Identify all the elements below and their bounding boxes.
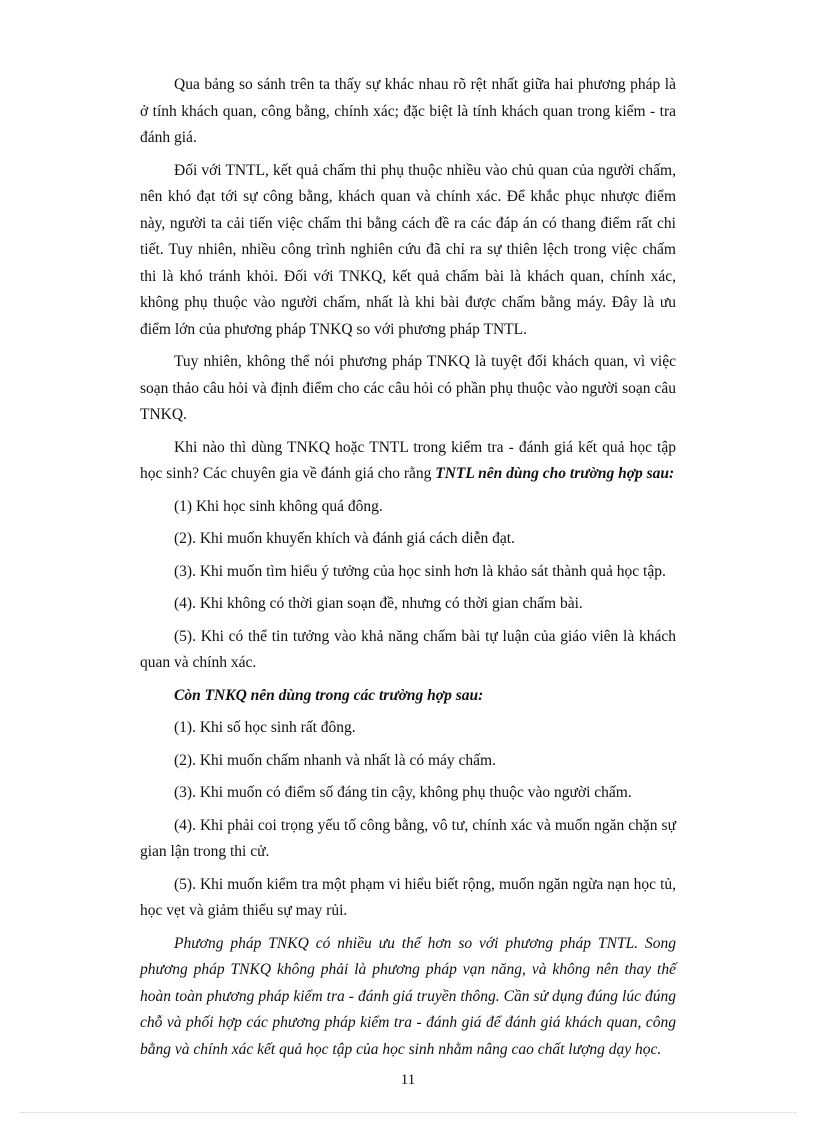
list-item: (4). Khi phải coi trọng yếu tố công bằng, vô tư, chính xác và muốn ngăn chặn sự gian lận trong thi cử. bbox=[140, 816, 676, 860]
paragraph-conclusion: Phương pháp TNKQ có nhiều ưu thế hơn so với phương pháp TNTL. Song phương pháp TNKQ không phải là phương pháp vạn năng, và không nên thay thế hoàn toàn phương pháp kiểm tra - đánh giá truyền thông. Cần sử dụng đúng lúc đúng chỗ và phối hợp các phương pháp kiểm tra - đánh giá để đánh giá khách quan, công bằng và chính xác kết quả học tập của học sinh nhằm nâng cao chất lượng dạy học. bbox=[140, 934, 676, 1058]
page-bottom-divider bbox=[20, 1112, 796, 1113]
list-item: (5). Khi muốn kiểm tra một phạm vi hiểu biết rộng, muốn ngăn ngừa nạn học tủ, học vẹt và giảm thiểu sự may rủi. bbox=[140, 875, 676, 919]
paragraph-when-to-use bbox=[140, 435, 676, 488]
paragraph-tntl-subjectivity: Đối với TNTL, kết quả chấm thi phụ thuộc nhiều vào chủ quan của người chấm, nên khó đạt tới sự công bằng, khách quan và chính xác. Để khắc phục nhược điểm này, người ta cải tiến việc chấm thi bằng cách đề ra các đáp án có thang điểm rất chi tiết. Tuy nhiên, nhiều công trình nghiên cứu đã chỉ ra sự thiên lệch trong việc chấm thi là khó tránh khỏi. Đối với TNKQ, kết quả chấm bài là khách quan, chính xác, không phụ thuộc vào người chấm, nhất là khi bài được chấm bằng máy. Đây là ưu điểm lớn của phương pháp TNKQ so với phương pháp TNTL. bbox=[140, 161, 676, 338]
list-item: (1) Khi học sinh không quá đông. bbox=[174, 497, 383, 515]
list-item: (1). Khi số học sinh rất đông. bbox=[174, 719, 356, 736]
list-item: (4). Khi không có thời gian soạn đề, nhưng có thời gian chấm bài. bbox=[174, 595, 583, 612]
page-number: 11 bbox=[400, 1072, 416, 1088]
tntl-heading: TNTL nên dùng cho trường hợp sau: bbox=[435, 465, 675, 482]
paragraph-when-to-use-text: Khi nào thì dùng TNKQ hoặc TNTL trong kiểm tra - đánh giá kết quả học tập học sinh? Các chuyên gia về đánh giá cho rằng bbox=[140, 438, 676, 482]
paragraph-tnkq-limits: Tuy nhiên, không thể nói phương pháp TNKQ là tuyệt đối khách quan, vì việc soạn thảo câu hỏi và định điểm cho các câu hỏi có phần phụ thuộc vào người soạn câu TNKQ. bbox=[140, 353, 676, 423]
list-item: (5). Khi có thể tin tưởng vào khả năng chấm bài tự luận của giáo viên là khách quan và chính xác. bbox=[140, 627, 676, 671]
list-item: (2). Khi muốn khuyến khích và đánh giá cách diễn đạt. bbox=[174, 530, 515, 547]
list-item: (2). Khi muốn chấm nhanh và nhất là có máy chấm. bbox=[174, 751, 496, 769]
list-item: (3). Khi muốn có điểm số đáng tin cậy, không phụ thuộc vào người chấm. bbox=[174, 784, 632, 801]
tnkq-heading: Còn TNKQ nên dùng trong các trường hợp sau: bbox=[174, 686, 484, 704]
tntl-list bbox=[140, 494, 676, 677]
tnkq-list bbox=[140, 715, 676, 925]
paragraph-comparison: Qua bảng so sánh trên ta thấy sự khác nhau rõ rệt nhất giữa hai phương pháp là ở tính khách quan, công bằng, chính xác; đặc biệt là tính khách quan trong kiểm - tra đánh giá. bbox=[140, 76, 676, 146]
list-item: (3). Khi muốn tìm hiểu ý tưởng của học sinh hơn là khảo sát thành quả học tập. bbox=[174, 562, 666, 580]
